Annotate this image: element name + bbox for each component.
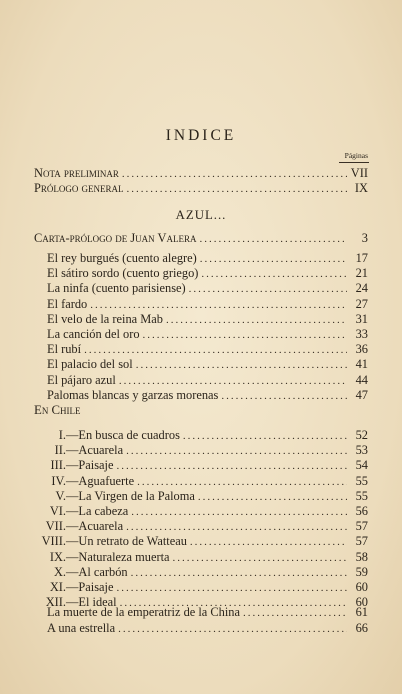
toc-entry [35,579,368,595]
toc-entry-label: El velo de la reina Mab [47,311,163,326]
toc-entry-label: —Paisaje [66,580,114,594]
toc-entry-page: 17 [355,251,368,265]
toc-entry-page: 60 [355,580,368,594]
toc-entry-label: El rubí [47,342,82,357]
toc-entry-label: —Al carbón [66,564,128,579]
toc-entry-label: Nota preliminar [34,166,119,180]
toc-entry-page: 59 [355,564,368,579]
toc-entry-label: —La Virgen de la Paloma [66,488,195,503]
toc-entry [35,503,368,519]
toc-entry-page: 47 [355,387,368,402]
toc-entry [47,280,368,296]
toc-entry [47,326,368,342]
toc-entry-label: —Acuarela [66,519,124,534]
toc-entry-number: V. [55,488,66,503]
toc-entry-number: XII. [45,595,66,610]
toc-entry-number: IV. [51,473,66,488]
toc-entry-number: VIII. [41,534,66,549]
toc-entry-page: 56 [355,504,368,518]
toc-entry-label: —Naturaleza muerta [66,549,170,564]
leader-dots [221,388,347,404]
toc-entry-number: VI. [49,504,66,518]
toc-entry-label: La canción del oro [47,327,140,341]
toc-entry [47,296,368,312]
toc-entry [35,549,368,565]
pages-column-header: Páginas [344,151,368,160]
toc-entry-page: VII [350,166,368,180]
toc-entry-page: 52 [355,428,368,442]
toc-entry [35,442,368,458]
toc-entry-label: Palomas blancas y garzas morenas [47,387,219,402]
leader-dots [199,231,347,247]
toc-entry-label: —Paisaje [66,458,114,473]
toc-entry-page: 27 [355,296,368,311]
toc-entry-label: El pájaro azul [47,372,116,387]
toc-entry-page: 3 [361,231,368,245]
toc-entry-page: 60 [355,595,368,610]
toc-entry-label: —Acuarela [66,443,124,458]
index-title: INDICE [165,127,237,144]
toc-entry-page: 36 [355,342,368,357]
toc-entry-page: 55 [355,488,368,503]
toc-entry [47,311,368,327]
toc-entry-carta-prologo [34,230,368,246]
toc-entry-page: 44 [355,372,368,387]
toc-entry-nota-preliminar [34,165,368,181]
toc-entry-label: El sátiro sordo (cuento griego) [47,266,199,281]
toc-entry-page: 24 [355,281,368,296]
toc-entry-label: El palacio del sol [47,357,133,372]
toc-entry-page: 61 [355,605,368,619]
toc-entry-label: —Aguafuerte [66,473,135,488]
toc-entry-page: 66 [355,620,368,635]
toc-entry-label: La muerte de la emperatriz de la China [47,605,240,619]
toc-entry [47,341,368,357]
toc-entry-page: 53 [355,443,368,458]
toc-entry-label: El fardo [47,296,88,311]
toc-entry-number: XI. [49,580,66,594]
section-heading-en-chile: En Chile [34,403,81,417]
toc-entry-number: VII. [45,519,66,534]
toc-entry-number: IX. [49,549,66,564]
toc-entry-label: Prólogo general [34,181,124,195]
toc-entry-page: 33 [355,327,368,341]
toc-entry [47,620,368,636]
toc-entry [35,488,368,504]
toc-entry-page: 57 [355,519,368,534]
toc-entry [35,473,368,489]
toc-entry-page: 41 [355,357,368,372]
toc-entry [35,533,368,549]
toc-entry [47,372,368,388]
toc-entry [35,564,368,580]
toc-entry-page: IX [354,181,368,195]
toc-entry [35,457,368,473]
toc-entry [47,604,368,620]
toc-entry [47,387,368,403]
toc-entry [35,518,368,534]
toc-entry-number: I. [58,428,66,442]
toc-entry-number: III. [50,458,66,473]
toc-entry-page: 55 [355,473,368,488]
toc-entry-page: 58 [355,549,368,564]
toc-entry-number: II. [54,443,66,458]
pages-header-rule [339,162,369,163]
toc-entry [47,265,368,281]
toc-entry-label: —La cabeza [66,504,129,518]
toc-entry [47,250,368,266]
toc-entry-label: A una estrella [47,620,116,635]
toc-entry-label: —El ideal [66,595,117,610]
toc-entry-page: 21 [355,266,368,281]
toc-entry-prologo-general [34,180,368,196]
toc-entry-label: —En busca de cuadros [66,428,180,442]
section-heading-azul: AZUL... [175,208,227,222]
toc-entry-page: 54 [355,458,368,473]
toc-entry-label: —Un retrato de Watteau [66,534,187,549]
toc-entry [35,427,368,443]
toc-entry [47,356,368,372]
toc-entry-page: 31 [355,311,368,326]
leader-dots [118,621,347,637]
leader-dots [126,181,347,197]
toc-entry-label: El rey burgués (cuento alegre) [47,251,197,265]
toc-entry-number: X. [53,564,66,579]
toc-entry-label: La ninfa (cuento parisiense) [47,281,186,296]
toc-entry-label: Carta-prólogo de Juan Valera [34,231,197,245]
toc-entry-page: 57 [355,534,368,549]
